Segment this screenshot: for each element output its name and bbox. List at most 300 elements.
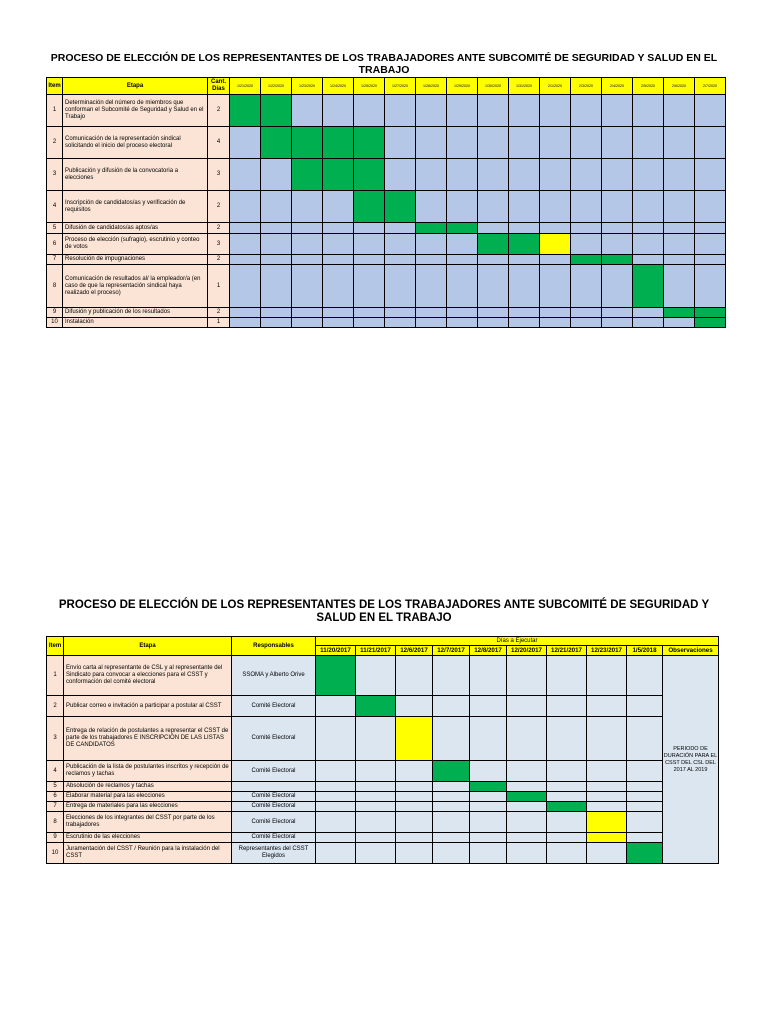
row-responsables: Comité Electoral [232, 833, 316, 843]
gantt-empty-cell [261, 318, 292, 328]
gantt-bar-cell [540, 234, 571, 255]
gantt-empty-cell [664, 127, 695, 159]
row-dias: 3 [208, 234, 230, 255]
gantt-empty-cell [587, 782, 627, 792]
gantt-empty-cell [633, 127, 664, 159]
gantt-empty-cell [602, 159, 633, 191]
row-item-number: 9 [47, 308, 63, 318]
row-dias: 3 [208, 159, 230, 191]
table-row [47, 843, 719, 864]
gantt-bar-cell [323, 159, 354, 191]
gantt-empty-cell [292, 255, 323, 265]
table-row [47, 802, 719, 812]
gantt-empty-cell [470, 833, 507, 843]
date-header: 2/7/2020 [695, 78, 726, 95]
row-dias: 2 [208, 191, 230, 223]
gantt-empty-cell [507, 782, 547, 792]
gantt-empty-cell [509, 265, 540, 308]
gantt-empty-cell [416, 159, 447, 191]
gantt-bar-cell [587, 812, 627, 833]
gantt-empty-cell [323, 234, 354, 255]
gantt-bar-cell [633, 265, 664, 308]
gantt-empty-cell [695, 255, 726, 265]
date-header: 1/28/2020 [416, 78, 447, 95]
gantt-empty-cell [664, 223, 695, 234]
row-item-number: 3 [47, 159, 63, 191]
row-item-number: 10 [47, 843, 64, 864]
row-item-number: 7 [47, 255, 63, 265]
gantt-empty-cell [416, 127, 447, 159]
gantt-empty-cell [478, 127, 509, 159]
gantt-empty-cell [230, 191, 261, 223]
gantt-empty-cell [323, 255, 354, 265]
gantt-empty-cell [664, 255, 695, 265]
gantt-empty-cell [416, 234, 447, 255]
gantt-empty-cell [540, 255, 571, 265]
gantt-bar-cell [627, 843, 663, 864]
table-row [47, 696, 719, 717]
gantt-empty-cell [587, 656, 627, 696]
gantt-empty-cell [470, 656, 507, 696]
gantt-empty-cell [695, 159, 726, 191]
gantt-empty-cell [316, 792, 356, 802]
gantt-empty-cell [396, 812, 433, 833]
table-row [47, 318, 726, 328]
row-etapa: Publicar correo e invitación a participar a postular al CSST [64, 696, 232, 717]
gantt-empty-cell [230, 127, 261, 159]
gantt-empty-cell [509, 191, 540, 223]
gantt-table-2 [46, 636, 719, 864]
gantt-empty-cell [547, 812, 587, 833]
gantt-empty-cell [396, 782, 433, 792]
gantt-empty-cell [571, 223, 602, 234]
gantt-empty-cell [633, 308, 664, 318]
gantt-empty-cell [587, 761, 627, 782]
gantt-empty-cell [695, 191, 726, 223]
row-etapa: Juramentación del CSST / Reunión para la instalación del CSST [64, 843, 232, 864]
gantt-empty-cell [354, 318, 385, 328]
gantt-empty-cell [627, 782, 663, 792]
gantt-empty-cell [354, 234, 385, 255]
gantt-empty-cell [540, 318, 571, 328]
row-item-number: 8 [47, 265, 63, 308]
gantt-empty-cell [470, 802, 507, 812]
gantt-empty-cell [633, 95, 664, 127]
row-etapa: Inscripción de candidatos/as y verificación de requisitos [63, 191, 208, 223]
row-item-number: 6 [47, 234, 63, 255]
gantt-empty-cell [316, 696, 356, 717]
row-etapa: Resolución de impugnaciones [63, 255, 208, 265]
gantt-empty-cell [230, 223, 261, 234]
gantt-empty-cell [478, 223, 509, 234]
row-dias: 2 [208, 255, 230, 265]
gantt-empty-cell [447, 308, 478, 318]
gantt-empty-cell [356, 812, 396, 833]
table-row [47, 792, 719, 802]
gantt-empty-cell [478, 191, 509, 223]
gantt-empty-cell [547, 717, 587, 761]
gantt-empty-cell [602, 127, 633, 159]
gantt-empty-cell [354, 265, 385, 308]
gantt-empty-cell [664, 159, 695, 191]
gantt-empty-cell [478, 255, 509, 265]
gantt-empty-cell [664, 95, 695, 127]
gantt-empty-cell [602, 95, 633, 127]
gantt-empty-cell [292, 308, 323, 318]
gantt-bar-cell [292, 159, 323, 191]
date-header: 12/23/2017 [587, 646, 627, 656]
table-row [47, 265, 726, 308]
gantt-empty-cell [230, 308, 261, 318]
gantt-empty-cell [627, 717, 663, 761]
row-etapa: Difusión de candidatos/as aptos/as [63, 223, 208, 234]
gantt-empty-cell [540, 159, 571, 191]
row-item-number: 8 [47, 812, 64, 833]
gantt-empty-cell [396, 792, 433, 802]
gantt-empty-cell [509, 318, 540, 328]
row-responsables: SSOMA y Alberto Orive [232, 656, 316, 696]
gantt-empty-cell [571, 191, 602, 223]
row-responsables: Comité Electoral [232, 761, 316, 782]
row-responsables: Comité Electoral [232, 792, 316, 802]
gantt-bar-cell [507, 792, 547, 802]
gantt-empty-cell [356, 843, 396, 864]
date-header: 1/22/2020 [261, 78, 292, 95]
gantt-empty-cell [447, 255, 478, 265]
gantt-empty-cell [261, 223, 292, 234]
gantt-bar-cell [354, 191, 385, 223]
gantt-empty-cell [261, 234, 292, 255]
gantt-empty-cell [540, 223, 571, 234]
row-item-number: 3 [47, 717, 64, 761]
gantt-empty-cell [507, 761, 547, 782]
gantt-empty-cell [433, 802, 470, 812]
gantt-empty-cell [416, 265, 447, 308]
date-header: 2/5/2020 [633, 78, 664, 95]
gantt-empty-cell [354, 223, 385, 234]
header-etapa: Etapa [64, 637, 232, 656]
gantt-bar-cell [323, 127, 354, 159]
gantt-bar-cell [396, 717, 433, 761]
gantt-empty-cell [396, 761, 433, 782]
gantt-empty-cell [478, 308, 509, 318]
gantt-empty-cell [509, 223, 540, 234]
gantt-empty-cell [316, 812, 356, 833]
gantt-empty-cell [470, 696, 507, 717]
gantt-table-1 [46, 77, 726, 328]
table-row [47, 255, 726, 265]
gantt-empty-cell [633, 159, 664, 191]
gantt-empty-cell [507, 833, 547, 843]
date-header: 2/3/2020 [571, 78, 602, 95]
header-dias-a-ejecutar: Días a Ejecutar [316, 637, 719, 646]
date-header: 1/31/2020 [509, 78, 540, 95]
gantt-empty-cell [396, 656, 433, 696]
row-etapa: Elaborar material para las elecciones [64, 792, 232, 802]
gantt-empty-cell [547, 782, 587, 792]
row-item-number: 9 [47, 833, 64, 843]
row-responsables: Comité Electoral [232, 717, 316, 761]
row-item-number: 1 [47, 656, 64, 696]
header-dias: Cant. Días [208, 78, 230, 95]
gantt-title-2: PROCESO DE ELECCIÓN DE LOS REPRESENTANTES DE LOS TRABAJADORES ANTE SUBCOMITÉ DE SEGURIDAD Y SALUD EN EL TRABAJO [58, 599, 710, 624]
gantt-empty-cell [627, 656, 663, 696]
gantt-empty-cell [447, 191, 478, 223]
row-item-number: 6 [47, 792, 64, 802]
gantt-empty-cell [478, 159, 509, 191]
row-etapa: Difusión y publicación de los resultados [63, 308, 208, 318]
gantt-empty-cell [627, 761, 663, 782]
gantt-bar-cell [478, 234, 509, 255]
gantt-empty-cell [433, 792, 470, 802]
gantt-empty-cell [587, 717, 627, 761]
header-row [47, 637, 719, 646]
date-header: 2/4/2020 [602, 78, 633, 95]
gantt-bar-cell [695, 308, 726, 318]
gantt-empty-cell [316, 717, 356, 761]
gantt-empty-cell [292, 265, 323, 308]
gantt-empty-cell [316, 833, 356, 843]
gantt-empty-cell [540, 95, 571, 127]
gantt-empty-cell [507, 843, 547, 864]
gantt-bar-cell [316, 656, 356, 696]
gantt-empty-cell [385, 265, 416, 308]
row-dias: 4 [208, 127, 230, 159]
gantt-empty-cell [633, 318, 664, 328]
gantt-bar-cell [356, 696, 396, 717]
row-etapa: Elecciones de los integrantes del CSST por parte de los trabajadores [64, 812, 232, 833]
table-row [47, 234, 726, 255]
gantt-empty-cell [547, 656, 587, 696]
date-header: 1/24/2020 [323, 78, 354, 95]
gantt-empty-cell [356, 761, 396, 782]
gantt-empty-cell [540, 127, 571, 159]
table-row [47, 95, 726, 127]
gantt-empty-cell [316, 802, 356, 812]
gantt-empty-cell [396, 843, 433, 864]
row-item-number: 7 [47, 802, 64, 812]
gantt-empty-cell [509, 308, 540, 318]
gantt-empty-cell [540, 191, 571, 223]
gantt-empty-cell [356, 782, 396, 792]
gantt-empty-cell [509, 95, 540, 127]
date-header: 1/21/2020 [230, 78, 261, 95]
gantt-empty-cell [433, 812, 470, 833]
table-row [47, 761, 719, 782]
gantt-empty-cell [385, 159, 416, 191]
row-item-number: 10 [47, 318, 63, 328]
gantt-bar-cell [433, 761, 470, 782]
table-row [47, 191, 726, 223]
row-etapa: Publicación y difusión de la convocatoria a elecciones [63, 159, 208, 191]
gantt-empty-cell [433, 717, 470, 761]
gantt-empty-cell [478, 265, 509, 308]
row-dias: 2 [208, 223, 230, 234]
table-row [47, 717, 719, 761]
gantt-empty-cell [447, 318, 478, 328]
gantt-empty-cell [587, 792, 627, 802]
header-row [47, 78, 726, 95]
gantt-bar-cell [261, 95, 292, 127]
table-row [47, 223, 726, 234]
table-row [47, 159, 726, 191]
gantt-empty-cell [633, 234, 664, 255]
date-header: 11/21/2017 [356, 646, 396, 656]
row-etapa: Envío carta al representante de CSL y al representante del Sindicato para convocar a elecciones para el CSST y conformación del comité electoral [64, 656, 232, 696]
gantt-empty-cell [695, 234, 726, 255]
row-etapa: Publicación de la lista de postulantes inscritos y recepción de reclamos y tachas [64, 761, 232, 782]
gantt-empty-cell [571, 95, 602, 127]
gantt-empty-cell [230, 255, 261, 265]
gantt-empty-cell [664, 191, 695, 223]
row-dias: 1 [208, 318, 230, 328]
table-row [47, 656, 719, 696]
gantt-empty-cell [602, 223, 633, 234]
gantt-empty-cell [664, 318, 695, 328]
row-etapa: Comunicación de resultados al/ la empleador/a (en caso de que la representación sindical haya realizado el proceso) [63, 265, 208, 308]
gantt-empty-cell [571, 318, 602, 328]
gantt-empty-cell [602, 265, 633, 308]
gantt-bar-cell [664, 308, 695, 318]
gantt-empty-cell [316, 843, 356, 864]
date-header: 1/25/2020 [354, 78, 385, 95]
date-header: 1/30/2020 [478, 78, 509, 95]
row-item-number: 5 [47, 223, 63, 234]
gantt-empty-cell [356, 802, 396, 812]
gantt-empty-cell [602, 318, 633, 328]
gantt-empty-cell [627, 812, 663, 833]
gantt-empty-cell [547, 761, 587, 782]
gantt-empty-cell [507, 656, 547, 696]
gantt-bar-cell [261, 127, 292, 159]
gantt-empty-cell [540, 265, 571, 308]
row-etapa: Entrega de relación de postulantes a representar el CSST de parte de los trabajadores E INSCRIPCIÓN DE LAS LISTAS DE CANDIDATOS [64, 717, 232, 761]
gantt-empty-cell [261, 308, 292, 318]
gantt-empty-cell [470, 843, 507, 864]
row-dias: 1 [208, 265, 230, 308]
gantt-empty-cell [633, 191, 664, 223]
date-header: 1/27/2020 [385, 78, 416, 95]
row-etapa: Comunicación de la representación sindical solicitando el inicio del proceso electoral [63, 127, 208, 159]
gantt-empty-cell [571, 265, 602, 308]
gantt-empty-cell [695, 95, 726, 127]
gantt-bar-cell [447, 223, 478, 234]
row-item-number: 1 [47, 95, 63, 127]
gantt-empty-cell [433, 696, 470, 717]
gantt-empty-cell [447, 265, 478, 308]
gantt-empty-cell [602, 191, 633, 223]
gantt-empty-cell [292, 318, 323, 328]
row-etapa: Proceso de elección (sufragio), escrutinio y conteo de votos [63, 234, 208, 255]
row-item-number: 2 [47, 696, 64, 717]
gantt-empty-cell [416, 308, 447, 318]
row-etapa: Instalación [63, 318, 208, 328]
header-item: Item [47, 78, 63, 95]
gantt-empty-cell [695, 265, 726, 308]
gantt-empty-cell [385, 308, 416, 318]
gantt-empty-cell [385, 223, 416, 234]
gantt-empty-cell [385, 318, 416, 328]
date-header: 2/6/2020 [664, 78, 695, 95]
table-row [47, 833, 719, 843]
gantt-empty-cell [356, 792, 396, 802]
gantt-empty-cell [416, 95, 447, 127]
row-etapa: Absolución de reclamos y tachas [64, 782, 232, 792]
gantt-empty-cell [507, 717, 547, 761]
gantt-empty-cell [356, 656, 396, 696]
gantt-bar-cell [509, 234, 540, 255]
row-responsables: Representantes del CSST Elegidos [232, 843, 316, 864]
gantt-empty-cell [587, 802, 627, 812]
gantt-empty-cell [547, 792, 587, 802]
gantt-empty-cell [627, 833, 663, 843]
gantt-empty-cell [261, 255, 292, 265]
gantt-empty-cell [509, 255, 540, 265]
gantt-empty-cell [230, 265, 261, 308]
date-header: 1/5/2018 [627, 646, 663, 656]
gantt-empty-cell [354, 255, 385, 265]
gantt-empty-cell [547, 696, 587, 717]
row-item-number: 4 [47, 761, 64, 782]
gantt-empty-cell [323, 191, 354, 223]
gantt-empty-cell [602, 308, 633, 318]
row-item-number: 4 [47, 191, 63, 223]
gantt-empty-cell [230, 318, 261, 328]
gantt-empty-cell [230, 234, 261, 255]
row-responsables: Comité Electoral [232, 812, 316, 833]
gantt-empty-cell [509, 127, 540, 159]
row-responsables: Comité Electoral [232, 802, 316, 812]
gantt-empty-cell [571, 159, 602, 191]
gantt-bar-cell [292, 127, 323, 159]
row-etapa: Entrega de materiales para las elecciones [64, 802, 232, 812]
gantt-empty-cell [261, 191, 292, 223]
date-header: 2/1/2020 [540, 78, 571, 95]
gantt-empty-cell [356, 717, 396, 761]
gantt-empty-cell [416, 318, 447, 328]
gantt-empty-cell [396, 802, 433, 812]
gantt-empty-cell [433, 782, 470, 792]
gantt-empty-cell [664, 265, 695, 308]
gantt-empty-cell [385, 95, 416, 127]
table-row [47, 308, 726, 318]
gantt-title-1: PROCESO DE ELECCIÓN DE LOS REPRESENTANTES DE LOS TRABAJADORES ANTE SUBCOMITÉ DE SEGURIDAD Y SALUD EN EL TRABAJO [50, 52, 718, 76]
gantt-empty-cell [507, 802, 547, 812]
gantt-bar-cell [354, 159, 385, 191]
gantt-empty-cell [385, 255, 416, 265]
row-dias: 2 [208, 95, 230, 127]
gantt-empty-cell [416, 255, 447, 265]
row-etapa: Escrutinio de las elecciones [64, 833, 232, 843]
date-header: 1/29/2020 [447, 78, 478, 95]
gantt-bar-cell [416, 223, 447, 234]
gantt-empty-cell [627, 696, 663, 717]
gantt-empty-cell [316, 761, 356, 782]
gantt-empty-cell [695, 223, 726, 234]
gantt-empty-cell [447, 159, 478, 191]
row-responsables: Comité Electoral [232, 696, 316, 717]
gantt-empty-cell [261, 265, 292, 308]
gantt-empty-cell [433, 656, 470, 696]
gantt-bar-cell [587, 833, 627, 843]
gantt-empty-cell [433, 833, 470, 843]
gantt-bar-cell [571, 255, 602, 265]
date-header: 1/23/2020 [292, 78, 323, 95]
table-row [47, 782, 719, 792]
gantt-empty-cell [571, 127, 602, 159]
gantt-empty-cell [470, 792, 507, 802]
row-item-number: 2 [47, 127, 63, 159]
